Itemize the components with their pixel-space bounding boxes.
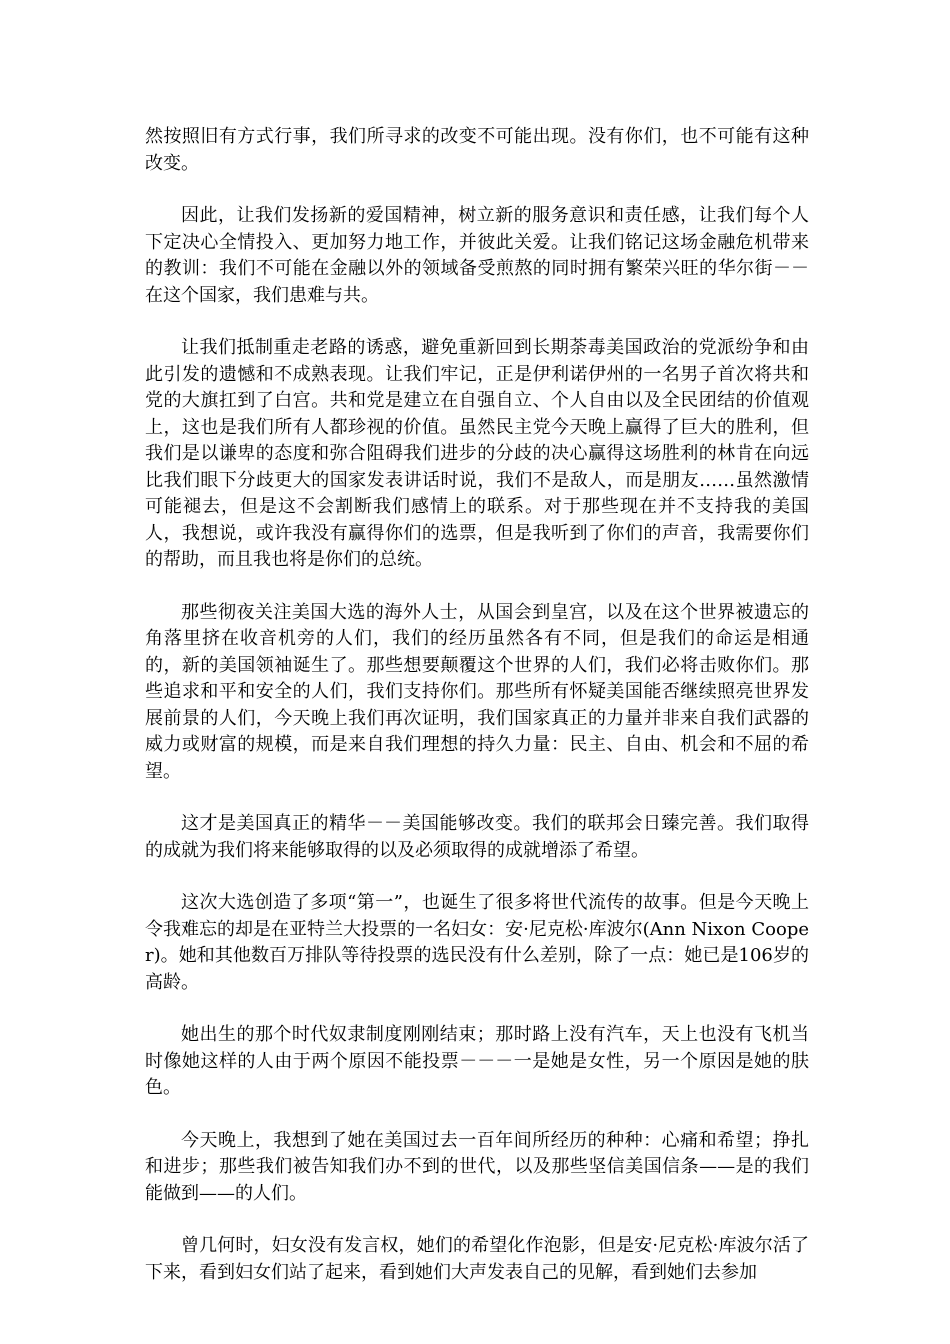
paragraph: 曾几何时，妇女没有发言权，她们的希望化作泡影，但是安·尼克松·库波尔活了下来，看到妇女们站了起来，看到她们大声发表自己的见解，看到她们去参加 xyxy=(145,1235,809,1283)
paragraph: 这才是美国真正的精华－－美国能够改变。我们的联邦会日臻完善。我们取得的成就为我们将来能够取得的以及必须取得的成就增添了希望。 xyxy=(145,813,809,861)
paragraph: 因此，让我们发扬新的爱国精神，树立新的服务意识和责任感，让我们每个人下定决心全情投入、更加努力地工作，并彼此关爱。让我们铭记这场金融危机带来的教训：我们不可能在金融以外的领域备受煎熬的同时拥有繁荣兴旺的华尔街－－在这个国家，我们患难与共。 xyxy=(145,205,809,306)
paragraph: 今天晚上，我想到了她在美国过去一百年间所经历的种种：心痛和希望；挣扎和进步；那些我们被告知我们办不到的世代，以及那些坚信美国信条——是的我们能做到——的人们。 xyxy=(145,1129,809,1204)
paragraph: 那些彻夜关注美国大选的海外人士，从国会到皇宫，以及在这个世界被遗忘的角落里挤在收音机旁的人们，我们的经历虽然各有不同，但是我们的命运是相通的，新的美国领袖诞生了。那些想要颠覆这个世界的人们，我们必将击败你们。那些追求和平和安全的人们，我们支持你们。那些所有怀疑美国能否继续照亮世界发展前景的人们，今天晚上我们再次证明，我们国家真正的力量并非来自我们武器的威力或财富的规模，而是来自我们理想的持久力量：民主、自由、机会和不屈的希望。 xyxy=(145,601,809,782)
paragraph: 然按照旧有方式行事，我们所寻求的改变不可能出现。没有你们，也不可能有这种改变。 xyxy=(145,126,809,174)
paragraph: 她出生的那个时代奴隶制度刚刚结束；那时路上没有汽车，天上也没有飞机当时像她这样的人由于两个原因不能投票－－－一是她是女性，另一个原因是她的肤色。 xyxy=(145,1024,809,1098)
document-body xyxy=(145,124,809,1286)
paragraph: 这次大选创造了多项“第一”，也诞生了很多将世代流传的故事。但是今天晚上令我难忘的却是在亚特兰大投票的一名妇女：安·尼克松·库波尔(Ann Nixon Cooper)。她和其他数百万排队等待投票的选民没有什么差别，除了一点：她已是106岁的高龄。 xyxy=(145,892,809,993)
paragraph: 让我们抵制重走老路的诱惑，避免重新回到长期荼毒美国政治的党派纷争和由此引发的遗憾和不成熟表现。让我们牢记，正是伊利诺伊州的一名男子首次将共和党的大旗扛到了白宫。共和党是建立在自强自立、个人自由以及全民团结的价值观上，这也是我们所有人都珍视的价值。虽然民主党今天晚上赢得了巨大的胜利，但我们是以谦卑的态度和弥合阻碍我们进步的分歧的决心赢得这场胜利的林肯在向远比我们眼下分歧更大的国家发表讲话时说，我们不是敌人，而是朋友……虽然激情可能褪去，但是这不会割断我们感情上的联系。对于那些现在并不支持我的美国人，我想说，或许我没有赢得你们的选票，但是我听到了你们的声音，我需要你们的帮助，而且我也将是你们的总统。 xyxy=(145,337,809,570)
